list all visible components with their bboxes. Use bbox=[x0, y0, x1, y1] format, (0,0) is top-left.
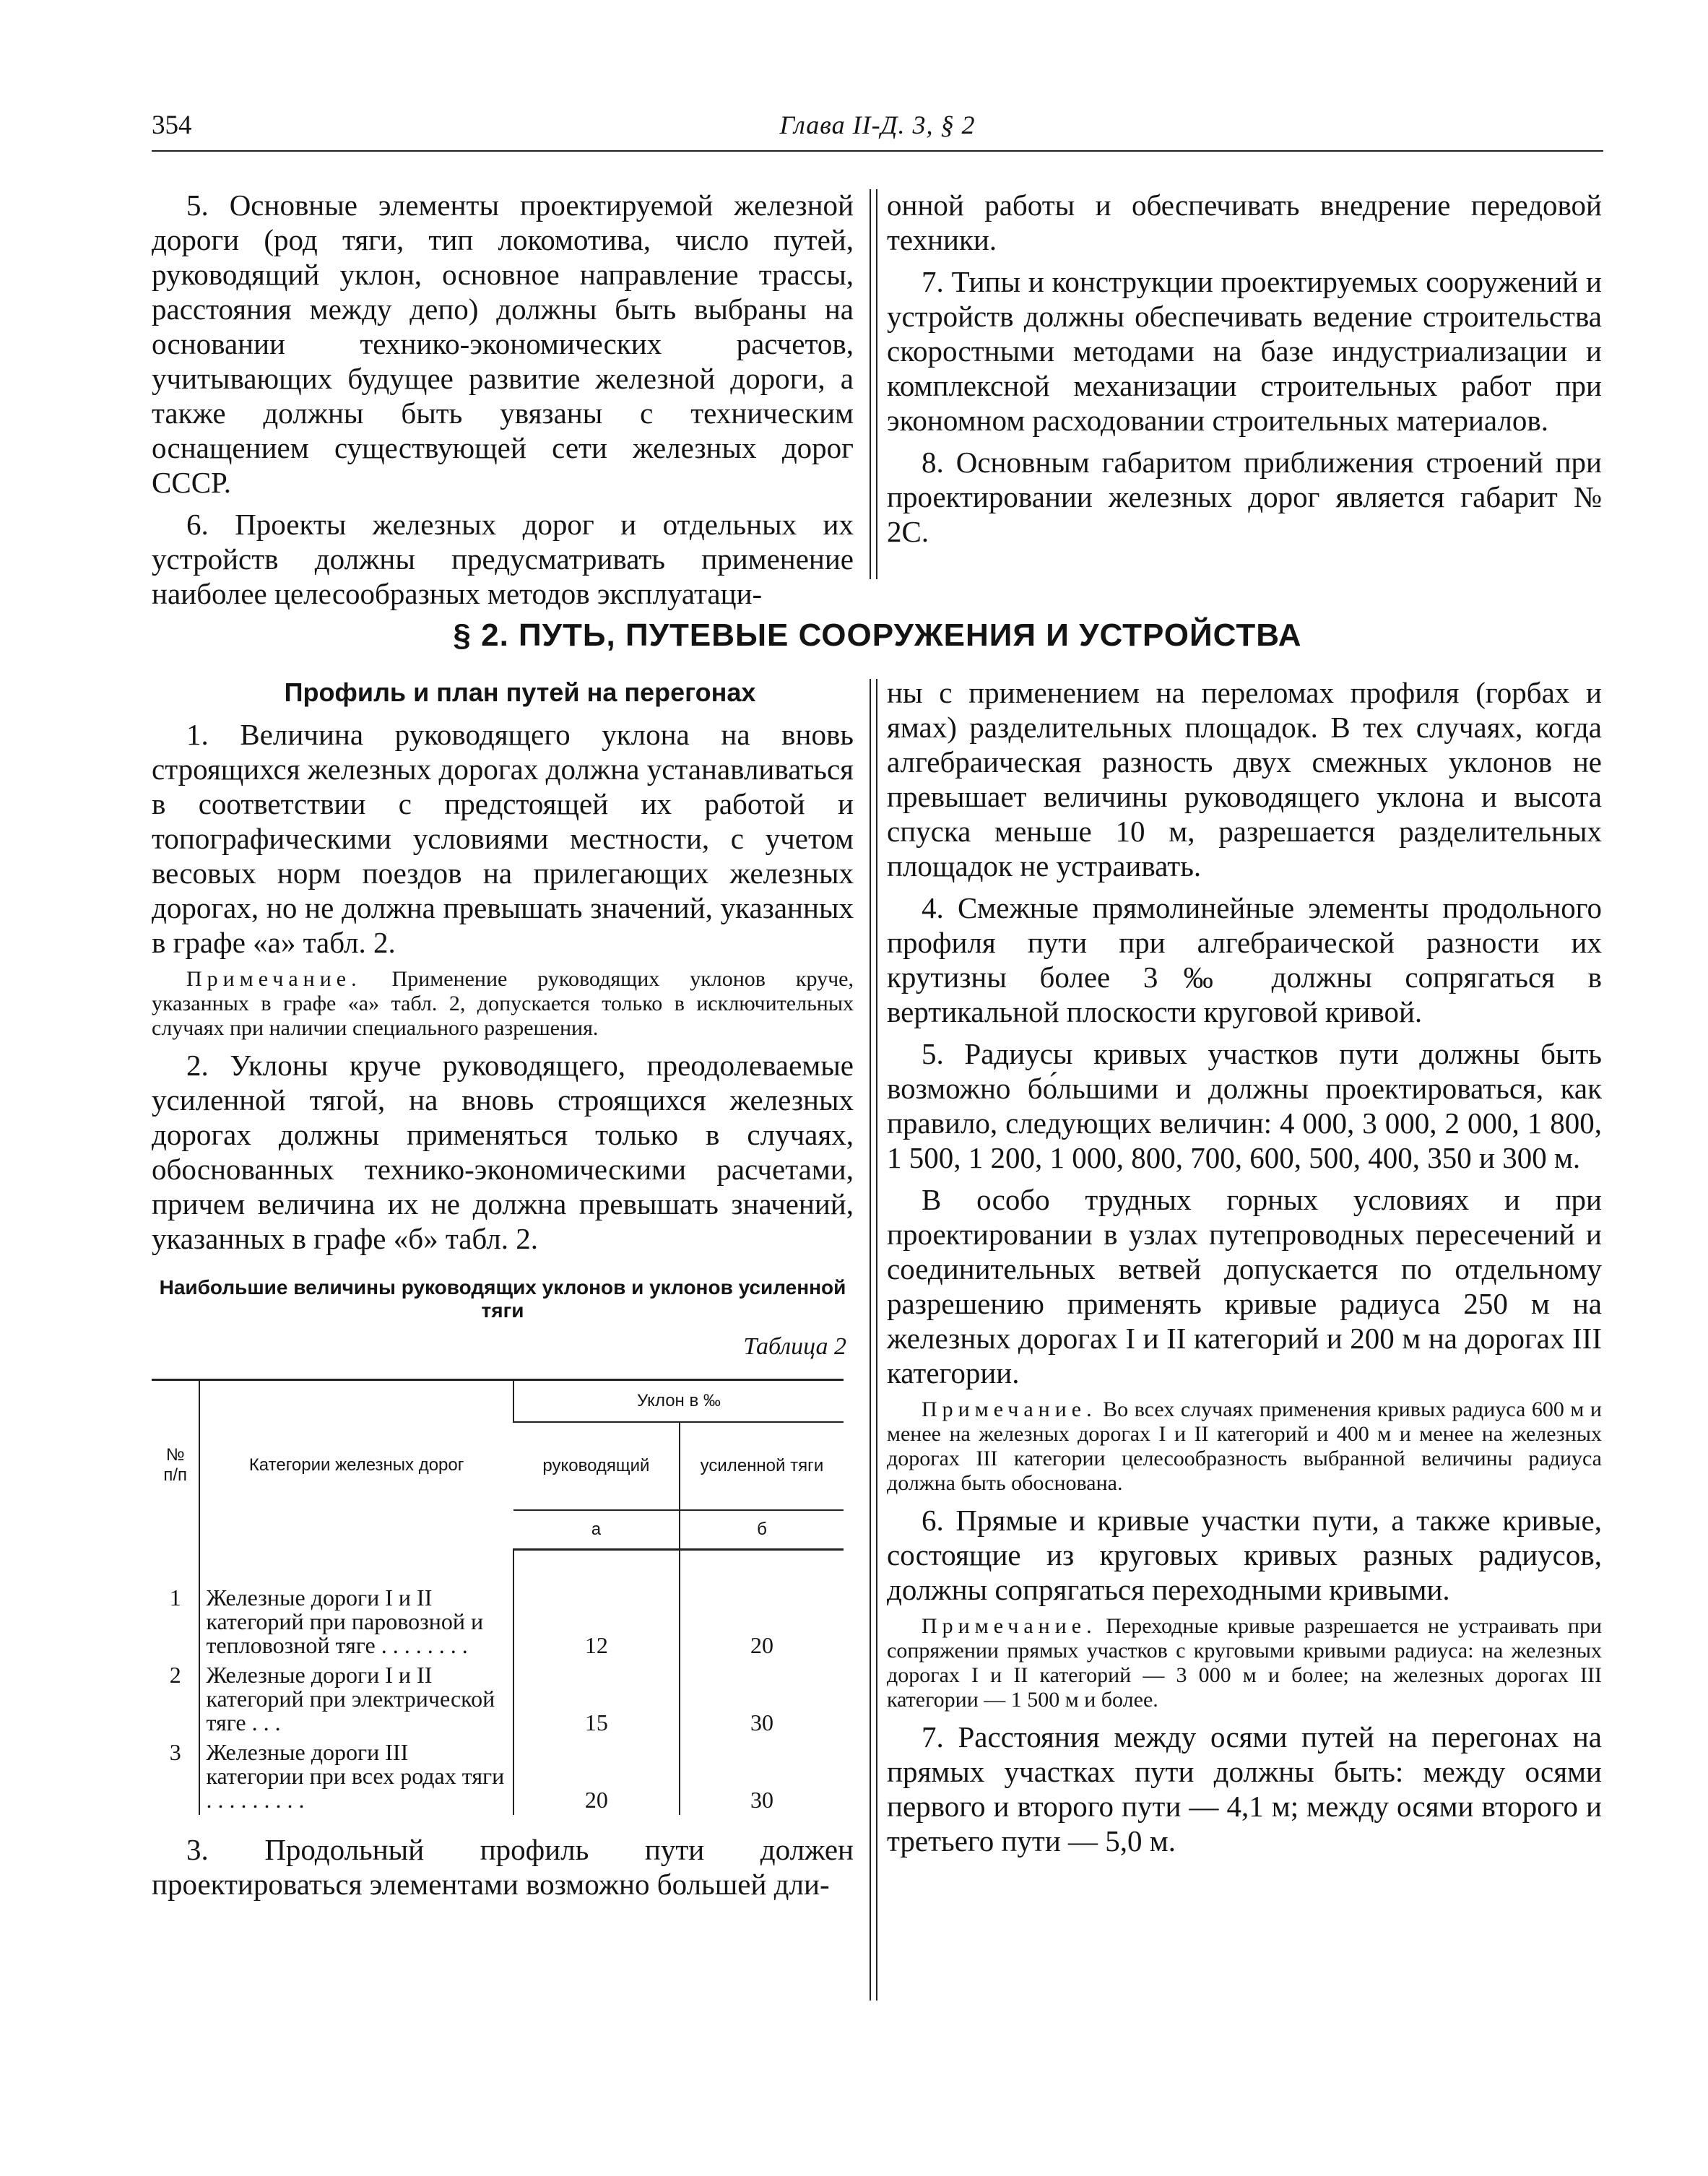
paragraph-3-continued: ны с применением на переломах профиля (горбах и ямах) разделительных площадок. В тех случаях, когда алгебраическая разность двух смежных уклонов не превышает величины руководящего уклона и высота спуска меньше 10 м, разрешается разделительных площадок не устраивать. bbox=[887, 676, 1602, 883]
row-number: 3 bbox=[169, 1738, 181, 1765]
header-slope-group: Уклон в ‰ bbox=[513, 1380, 844, 1423]
slope-table bbox=[152, 1379, 844, 1815]
paragraph-5: 5. Основные элементы проектируемой железной дороги (род тяги, тип локомотива, число путей, руководящий уклон, основное направление трассы, расстояния между депо) должны быть выбраны на основании технико-экономических расчетов, учитывающих будущее развитие железной дороги, а также должны быть увязаны с техническим оснащением существующей сети железных дорог СССР. bbox=[152, 188, 854, 499]
note-5-text: Во всех случаях применения кривых радиуса 600 м и менее на железных дорогах I и II категорий и 400 м и менее на железных дорогах III категории целесообразность выбранной величины радиуса должна быть обоснована. bbox=[887, 1397, 1602, 1495]
row-value-a: 20 bbox=[513, 1738, 680, 1815]
paragraph-7-spacing: 7. Расстояния между осями путей на перегонах на прямых участках пути должны быть: между осями первого и второго пути — 4,1 м; между осями второго и третьего пути — 5,0 м. bbox=[887, 1720, 1602, 1858]
note-1 bbox=[152, 967, 854, 1041]
row-value-a: 12 bbox=[513, 1550, 680, 1660]
paragraph-2: 2. Уклоны круче руководящего, преодолеваемые усиленной тягой, на вновь строящихся железных дорогах должны применяться только в случаях, обоснованных технико-экономическими расчетами, причем величина их не должна превышать значений, указанных в графе «б» табл. 2. bbox=[152, 1049, 854, 1255]
table-row bbox=[152, 1738, 844, 1815]
header-ruling: руководящий bbox=[542, 1456, 650, 1475]
header-category: Категории железных дорог bbox=[199, 1380, 513, 1550]
note-label: Примечание. bbox=[922, 1397, 1097, 1421]
paragraph-6-continued: онной работы и обеспечивать внедрение передовой техники. bbox=[887, 188, 1602, 256]
note-6-text: Переходные кривые разрешается не устраивать при сопряжении прямых участков с круговыми кривыми радиуса: на железных дорогах I и II категорий — 3 000 м и более; на железных дорогах III категории — 1 500 м и более. bbox=[887, 1614, 1602, 1712]
top-left-column bbox=[152, 188, 854, 618]
note-label: Примечание. bbox=[186, 967, 362, 991]
page-number: 354 bbox=[152, 110, 192, 140]
lower-left-column bbox=[152, 675, 854, 1909]
row-category: Железные дороги I и II категорий при электрической тяге . . . bbox=[199, 1660, 513, 1738]
header-letter-b: б bbox=[680, 1510, 844, 1550]
note-1-text: Применение руководящих уклонов круче, указанных в графе «а» табл. 2, допускается только в исключительных случаях при наличии специального разрешения. bbox=[152, 967, 854, 1040]
row-value-b: 30 bbox=[680, 1738, 844, 1815]
paragraph-5-mountain: В особо трудных горных условиях и при проектировании в узлах путепроводных пересечений и соединительных ветвей допускается по отдельному разрешению применять кривые радиуса 250 м на железных дорогах I и II категорий и 200 м на дорогах III категории. bbox=[887, 1183, 1602, 1390]
paragraph-8: 8. Основным габаритом приближения строений при проектировании железных дорог является габарит № 2С. bbox=[887, 446, 1602, 548]
row-category: Железные дороги III категории при всех родах тяги . . . . . . . . . bbox=[199, 1738, 513, 1815]
lower-right-column bbox=[887, 675, 1602, 1865]
paragraph-1: 1. Величина руководящего уклона на вновь строящихся железных дорогах должна устанавливаться в соответствии с предстоящей их работой и топографическими условиями местности, с учетом весовых норм поездов на прилегающих железных дорогах, но не должна превышать значений, указанных в графе «а» табл. 2. bbox=[152, 718, 854, 959]
section-title: § 2. ПУТЬ, ПУТЕВЫЕ СООРУЖЕНИЯ И УСТРОЙСТВА bbox=[453, 617, 1302, 653]
subsection-title: Профиль и план путей на перегонах bbox=[284, 677, 756, 707]
header-pusher: усиленной тяги bbox=[680, 1422, 844, 1510]
header-letter-a: а bbox=[513, 1510, 680, 1550]
row-number: 1 bbox=[169, 1584, 181, 1611]
paragraph-5-radii: 5. Радиусы кривых участков пути должны быть возможно бо́льшими и должны проектироваться, как правило, следующих величин: 4 000, 3 000, 2 000, 1 800, 1 500, 1 200, 1 000, 800, 700, 600, 500, 400, 350 и 300 м. bbox=[887, 1037, 1602, 1174]
row-value-a: 15 bbox=[513, 1660, 680, 1738]
paragraph-6: 6. Проекты железных дорог и отдельных их устройств должны предусматривать применение наиболее целесообразных методов эксплуатаци- bbox=[152, 508, 854, 610]
table-caption: Наибольшие величины руководящих уклонов и уклонов усиленной тяги bbox=[159, 1276, 846, 1322]
note-6 bbox=[887, 1614, 1602, 1712]
paragraph-3: 3. Продольный профиль пути должен проектироваться элементами возможно большей дли- bbox=[152, 1832, 854, 1901]
paragraph-6-transition: 6. Прямые и кривые участки пути, а также кривые, состоящие из круговых кривых разных радиусов, должны сопрягаться переходными кривыми. bbox=[887, 1504, 1602, 1606]
column-divider-bottom bbox=[870, 679, 877, 2001]
paragraph-7: 7. Типы и конструкции проектируемых сооружений и устройств должны обеспечивать ведение строительства скоростными методами на базе индустриализации и комплексной механизации строительных работ при экономном расходовании строительных материалов. bbox=[887, 265, 1602, 437]
table-row bbox=[152, 1660, 844, 1738]
row-value-b: 30 bbox=[680, 1660, 844, 1738]
column-divider-top bbox=[870, 189, 877, 579]
table-header-row bbox=[152, 1380, 844, 1423]
paragraph-4: 4. Смежные прямолинейные элементы продольного профиля пути при алгебраической разности их крутизны более 3‰ должны сопрягаться в вертикальной плоскости круговой кривой. bbox=[887, 891, 1602, 1028]
note-label: Примечание. bbox=[922, 1614, 1097, 1638]
top-right-column bbox=[887, 188, 1602, 556]
row-value-b: 20 bbox=[680, 1550, 844, 1660]
table-row bbox=[152, 1550, 844, 1660]
chapter-reference: Глава II-Д. 3, § 2 bbox=[779, 110, 976, 139]
running-header bbox=[152, 108, 1603, 152]
row-number: 2 bbox=[169, 1661, 181, 1688]
note-5 bbox=[887, 1397, 1602, 1496]
row-category: Железные дороги I и II категорий при паровозной и тепловозной тяге . . . . . . . . bbox=[199, 1550, 513, 1660]
header-number: № п/п bbox=[152, 1380, 199, 1550]
table-label: Таблица 2 bbox=[743, 1333, 846, 1360]
